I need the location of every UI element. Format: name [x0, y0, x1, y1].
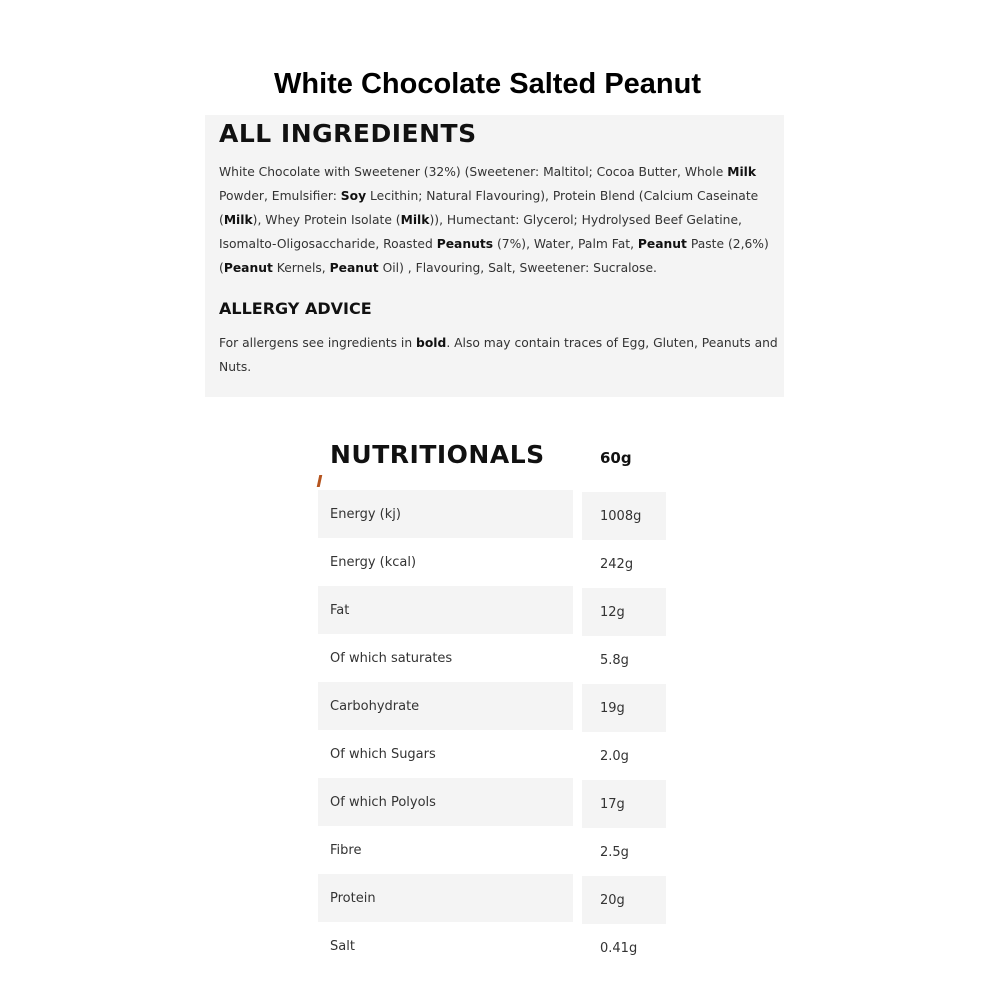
nutrient-label: Protein [318, 874, 573, 922]
nutrient-value: 2.5g [600, 844, 629, 860]
ingredients-heading: ALL INGREDIENTS [219, 119, 477, 148]
ingredients-allergen: Peanut [329, 261, 379, 275]
ingredients-allergen: Peanut [223, 261, 273, 275]
ingredients-allergen: Milk [223, 213, 253, 227]
nutrient-label: Fibre [330, 842, 362, 858]
ingredients-segment: White Chocolate with Sweetener (32%) (Sweetener: Maltitol; Cocoa Butter, Whole [219, 165, 728, 179]
nutrient-label: Carbohydrate [318, 682, 573, 730]
nutritionals-heading: NUTRITIONALS [330, 440, 545, 469]
nutrient-label: Energy (kcal) [330, 554, 417, 570]
nutrient-value: 19g [582, 684, 666, 732]
allergy-text [219, 331, 784, 379]
nutrient-value: 20g [582, 876, 666, 924]
ingredients-allergen: Peanut [637, 237, 687, 251]
nutrient-label: Fat [318, 586, 573, 634]
nutrient-value: 12g [582, 588, 666, 636]
ingredients-segment: Powder, Emulsifier: [219, 189, 341, 203]
nutrient-value: 5.8g [600, 652, 629, 668]
nutrient-label: Energy (kj) [318, 490, 573, 538]
ingredients-text [219, 160, 779, 280]
ingredients-segment: )), Humectant: Glycerol; Hydrolysed Beef Gelatine, Isomalto-Oligosaccharide, Roasted [219, 213, 742, 251]
nutrient-value: 242g [600, 556, 634, 572]
decorative-tick [317, 475, 323, 487]
ingredients-segment: Kernels, [272, 261, 330, 275]
ingredients-segment: Paste (2,6%) ( [219, 237, 769, 275]
allergy-segment: . Also may contain traces of Egg, Gluten, Peanuts and Nuts. [219, 336, 778, 374]
ingredients-segment: ), Whey Protein Isolate ( [252, 213, 401, 227]
allergy-allergen: bold [416, 336, 447, 350]
ingredients-segment: (7%), Water, Palm Fat, [493, 237, 638, 251]
nutrient-value: 0.41g [600, 940, 638, 956]
nutrient-value: 17g [582, 780, 666, 828]
nutrient-label: Of which Sugars [330, 746, 436, 762]
nutrient-value: 2.0g [600, 748, 629, 764]
nutrient-label: Of which saturates [330, 650, 453, 666]
ingredients-allergen: Peanuts [436, 237, 494, 251]
allergy-segment: For allergens see ingredients in [219, 336, 417, 350]
allergy-heading: ALLERGY ADVICE [219, 299, 372, 318]
nutrient-value: 1008g [582, 492, 666, 540]
nutrient-label: Of which Polyols [318, 778, 573, 826]
ingredients-segment: Lecithin; Natural Flavouring), Protein Blend (Calcium Caseinate ( [219, 189, 759, 227]
ingredients-panel [205, 115, 784, 397]
ingredients-allergen: Milk [400, 213, 430, 227]
ingredients-allergen: Milk [727, 165, 757, 179]
nutrient-label: Salt [330, 938, 355, 954]
serving-size-header: 60g [600, 449, 632, 467]
ingredients-allergen: Soy [340, 189, 367, 203]
product-title: White Chocolate Salted Peanut [274, 68, 701, 100]
ingredients-segment: Oil) , Flavouring, Salt, Sweetener: Sucralose. [378, 261, 657, 275]
